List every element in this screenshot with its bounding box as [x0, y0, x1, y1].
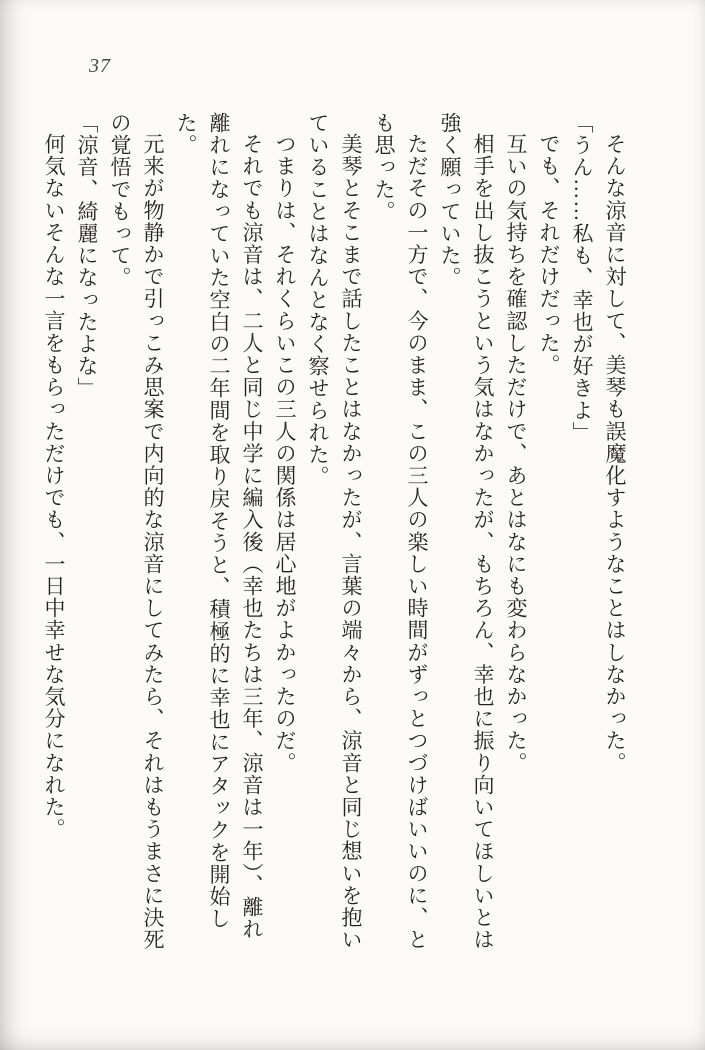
page-number: 37 [89, 55, 111, 77]
narration-paragraph: 何気ないそんな一言をもらっただけでも、一日中幸せな気分になれた。 [42, 133, 66, 841]
narration-paragraph: 互いの気持ちを確認しただけで、あとはなにも変わらなかった。 [504, 133, 528, 774]
dialogue-paragraph: 「涼音、綺麗になったよな」 [75, 112, 99, 400]
vertical-text-block [37, 112, 631, 953]
narration-paragraph: そんな涼音に対して、美琴も誤魔化すようなことはしなかった。 [603, 133, 627, 774]
dialogue-paragraph: 「うん……私も、幸也が好きよ」 [570, 112, 594, 444]
narration-paragraph: 元来が物静かで引っこみ思案で内向的な涼音にしてみたら、それはもうまさに決死の覚悟でもって。 [108, 112, 165, 951]
narration-paragraph: ただその一方で、今のまま、この三人の楽しい時間がずっとつづけばいいのに、とも思った。 [372, 112, 429, 951]
narration-paragraph: 美琴とそこまで話したことはなかったが、言葉の端々から、涼音と同じ想いを抱いていることはなんとなく察せられた。 [306, 112, 363, 951]
narration-paragraph: 相手を出し抜こうという気はなかったが、もちろん、幸也に振り向いてほしいとは強く願っていた。 [438, 112, 495, 951]
narration-paragraph: それでも涼音は、二人と同じ中学に編入後（幸也たちは三年、涼音は一年）、離れ離れになっていた空白の二年間を取り戻そうと、積極的に幸也にアタックを開始した。 [174, 112, 264, 941]
narration-paragraph: でも、それだけだった。 [537, 133, 561, 377]
narration-paragraph: つまりは、それくらいこの三人の関係は居心地がよかったのだ。 [273, 133, 297, 774]
